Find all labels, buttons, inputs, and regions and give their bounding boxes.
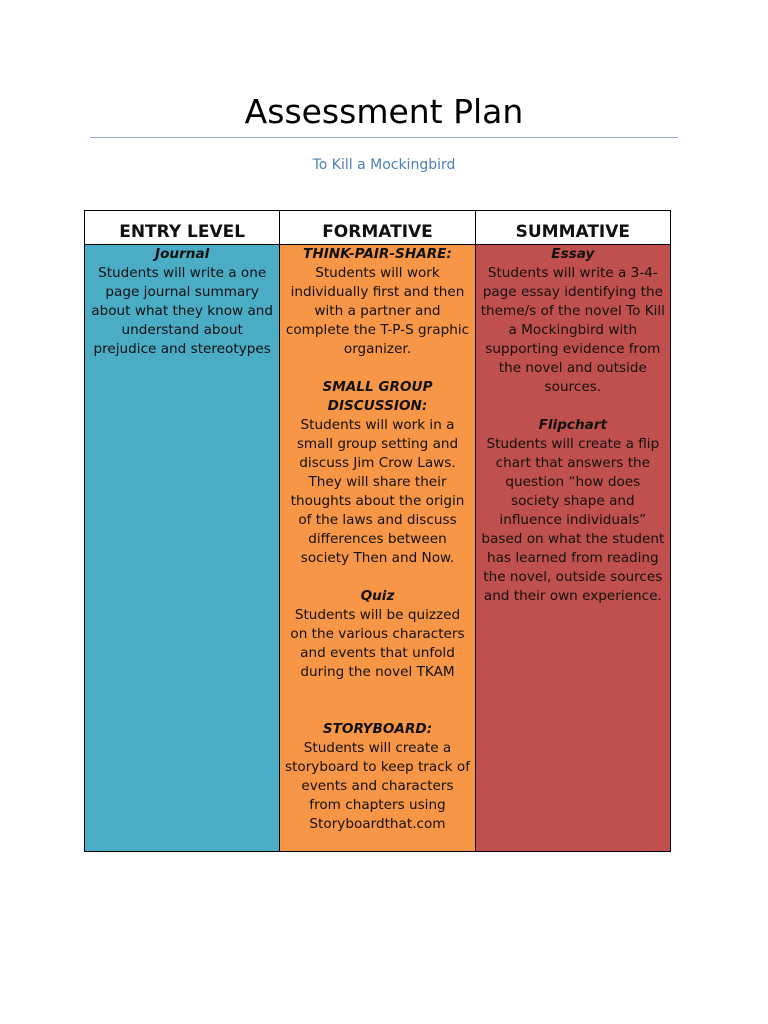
small-group-heading: SMALL GROUP DISCUSSION: — [322, 379, 433, 414]
journal-heading: Journal — [155, 246, 210, 262]
summative-cell — [475, 245, 670, 852]
storyboard-text: Students will create a storyboard to keep track of events and characters from chapters using Storyboardthat.com — [284, 740, 470, 832]
entry-level-cell — [85, 245, 280, 852]
essay-heading: Essay — [551, 246, 595, 262]
journal-text: Students will write a one page journal summary about what they know and understand about prejudice and stereotypes — [91, 265, 274, 357]
header-summative: SUMMATIVE — [475, 211, 670, 245]
think-pair-share-text: Students will work individually first and then with a partner and complete the T-P-S graphic organizer. — [285, 265, 470, 357]
quiz-text: Students will be quizzed on the various characters and events that unfold during the novel TKAM — [290, 607, 465, 680]
formative-cell — [280, 245, 475, 852]
quiz-heading: Quiz — [360, 588, 395, 604]
flipchart-text: Students will create a flip chart that answers the question “how does society shape and influence individuals” based on what the student has learned from reading the novel, outside sources and their own experience. — [481, 436, 665, 604]
flipchart-heading: Flipchart — [538, 417, 608, 433]
content-row — [85, 245, 671, 852]
small-group-text: Students will work in a small group setting and discuss Jim Crow Laws. They will share their thoughts about the origin of the laws and discuss differences between society Then and Now. — [290, 417, 465, 566]
assessment-table — [84, 210, 671, 852]
think-pair-share-heading: THINK-PAIR-SHARE: — [303, 246, 452, 262]
storyboard-heading: STORYBOARD: — [322, 721, 433, 737]
page-subtitle: To Kill a Mockingbird — [312, 157, 456, 173]
essay-text: Students will write a 3-4-page essay identifying the theme/s of the novel To Kill a Mockingbird with supporting evidence from the novel and outside sources. — [480, 265, 665, 395]
header-entry-level: ENTRY LEVEL — [85, 211, 280, 245]
title-underline — [90, 137, 678, 138]
page-title: Assessment Plan — [244, 92, 524, 131]
header-row — [85, 211, 671, 245]
header-formative: FORMATIVE — [280, 211, 475, 245]
